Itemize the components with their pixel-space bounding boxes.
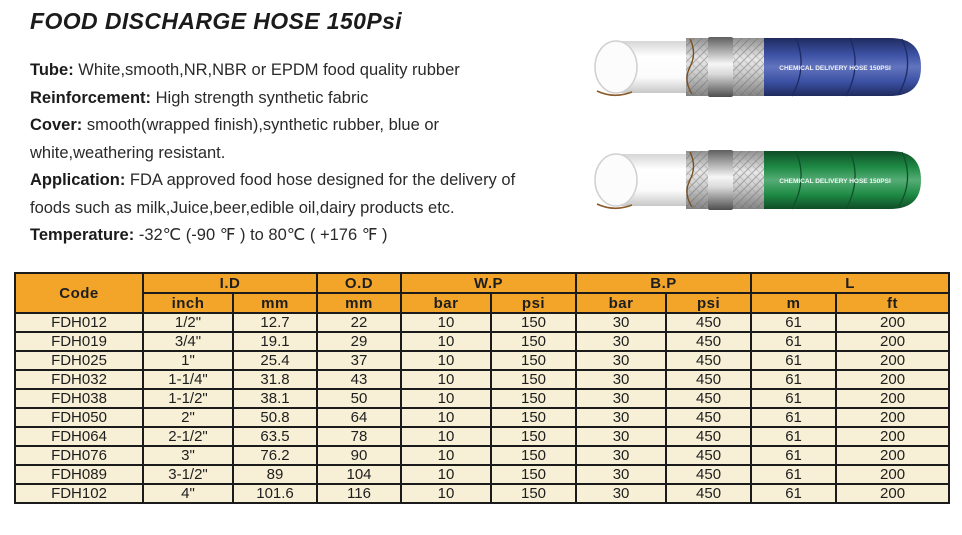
table-cell: 200 [836,484,949,503]
table-row [15,351,949,370]
col-header-wp-bar: bar [401,293,491,313]
hose-tube [595,41,688,95]
table-cell: FDH089 [15,465,143,484]
hose-image-blue [584,36,924,103]
table-cell: 30 [576,313,666,332]
table-cell: 61 [751,465,836,484]
table-cell: 150 [491,332,576,351]
table-row [15,389,949,408]
table-cell: 3" [143,446,233,465]
table-cell: 22 [317,313,401,332]
table-cell: FDH025 [15,351,143,370]
table-cell: 450 [666,351,751,370]
table-cell: 10 [401,370,491,389]
table-cell: 2-1/2" [143,427,233,446]
table-cell: 61 [751,351,836,370]
table-cell: 150 [491,351,576,370]
col-header-bp: B.P [576,273,751,293]
table-cell: 61 [751,313,836,332]
table-cell: 30 [576,389,666,408]
spec-line-cover [30,112,582,140]
table-header [15,273,949,313]
table-cell: 30 [576,484,666,503]
spec-value: white,weathering resistant. [30,143,226,162]
table-cell: 10 [401,484,491,503]
table-cell: 450 [666,484,751,503]
table-cell: 10 [401,313,491,332]
hose-tube [595,154,688,208]
table-cell: 150 [491,427,576,446]
table-cell: 61 [751,370,836,389]
table-row [15,370,949,389]
table-cell: 12.7 [233,313,317,332]
table-row [15,313,949,332]
table-row [15,484,949,503]
table-cell: 61 [751,484,836,503]
table-cell: 3/4" [143,332,233,351]
table-cell: 78 [317,427,401,446]
col-header-bp-psi: psi [666,293,751,313]
spec-label: Application: [30,171,126,189]
table-cell: 150 [491,389,576,408]
spec-line-application [30,167,582,195]
table-cell: 76.2 [233,446,317,465]
spec-value: High strength synthetic fabric [151,88,369,107]
table-cell: FDH076 [15,446,143,465]
table-cell: 116 [317,484,401,503]
table-cell: 450 [666,427,751,446]
table-cell: 200 [836,332,949,351]
table-cell: 61 [751,446,836,465]
table-cell: 200 [836,313,949,332]
hose-metal-band [708,150,733,210]
table-cell: FDH038 [15,389,143,408]
table-cell: 30 [576,465,666,484]
table-cell: 43 [317,370,401,389]
col-header-code: Code [15,273,143,313]
spec-text-block [30,57,582,250]
table-cell: 10 [401,332,491,351]
hose-metal-band [708,37,733,97]
table-cell: 450 [666,446,751,465]
table-cell: 30 [576,370,666,389]
table-cell: 200 [836,446,949,465]
spec-table-body [15,313,949,503]
table-cell: 30 [576,408,666,427]
table-cell: 150 [491,408,576,427]
spec-label: Tube: [30,61,74,79]
col-header-od: O.D [317,273,401,293]
table-cell: 63.5 [233,427,317,446]
hose-cover [764,38,921,96]
table-cell: 38.1 [233,389,317,408]
table-cell: 61 [751,332,836,351]
table-cell: 61 [751,427,836,446]
col-header-wp: W.P [401,273,576,293]
spec-value: FDA approved food hose designed for the delivery of [125,171,516,189]
table-cell: 450 [666,313,751,332]
table-cell: 150 [491,446,576,465]
table-cell: 200 [836,408,949,427]
table-cell: 61 [751,408,836,427]
table-cell: 10 [401,351,491,370]
table-cell: 1-1/2" [143,389,233,408]
col-header-l-ft: ft [836,293,949,313]
table-row [15,465,949,484]
table-cell: 25.4 [233,351,317,370]
table-cell: 37 [317,351,401,370]
table-cell: 19.1 [233,332,317,351]
table-cell: 150 [491,313,576,332]
page-title: FOOD DISCHARGE HOSE 150Psi [30,8,403,34]
hose-blue-illustration [584,36,924,98]
table-cell: 10 [401,408,491,427]
hose-print-label: CHEMICAL DELIVERY HOSE 150PSI [779,178,891,185]
table-cell: FDH064 [15,427,143,446]
col-header-id-inch: inch [143,293,233,313]
table-cell: 2" [143,408,233,427]
spec-label: Reinforcement: [30,88,152,107]
table-cell: 450 [666,408,751,427]
table-cell: 31.8 [233,370,317,389]
table-cell: 30 [576,427,666,446]
spec-line-application-cont [30,195,582,223]
table-cell: 3-1/2" [143,465,233,484]
spec-line-tube [30,57,582,85]
hose-cover [764,151,921,209]
table-header-row-units [15,293,949,313]
col-header-od-mm: mm [317,293,401,313]
table-cell: 150 [491,484,576,503]
table-cell: 1-1/4" [143,370,233,389]
spec-table [14,272,950,504]
table-cell: 200 [836,465,949,484]
col-header-id-mm: mm [233,293,317,313]
table-cell: 4" [143,484,233,503]
table-header-row-groups [15,273,949,293]
table-cell: 29 [317,332,401,351]
table-cell: FDH012 [15,313,143,332]
table-cell: 64 [317,408,401,427]
table-cell: 30 [576,332,666,351]
table-cell: 1/2" [143,313,233,332]
table-cell: 10 [401,389,491,408]
table-cell: 450 [666,370,751,389]
table-cell: 90 [317,446,401,465]
table-cell: 450 [666,332,751,351]
hose-image-green [584,149,924,216]
table-cell: 10 [401,465,491,484]
table-cell: 200 [836,370,949,389]
col-header-l-m: m [751,293,836,313]
table-cell: FDH019 [15,332,143,351]
spec-label: Cover: [30,116,83,134]
table-cell: 450 [666,389,751,408]
table-cell: FDH050 [15,408,143,427]
table-cell: 61 [751,389,836,408]
table-cell: 150 [491,465,576,484]
hose-print-label: CHEMICAL DELIVERY HOSE 150PSI [779,65,891,72]
table-cell: 1" [143,351,233,370]
spec-line-temperature [30,222,582,250]
spec-value: White,smooth,NR,NBR or EPDM food quality rubber [73,61,460,79]
table-row [15,446,949,465]
table-cell: 200 [836,389,949,408]
spec-line-reinforcement [30,85,582,113]
table-cell: 200 [836,427,949,446]
spec-label: Temperature: [30,226,135,244]
table-cell: 101.6 [233,484,317,503]
table-cell: 450 [666,465,751,484]
table-cell: FDH032 [15,370,143,389]
table-cell: 89 [233,465,317,484]
col-header-l: L [751,273,949,293]
table-cell: 104 [317,465,401,484]
col-header-wp-psi: psi [491,293,576,313]
table-row [15,427,949,446]
spec-line-cover-cont [30,140,582,168]
hose-green-illustration [584,149,924,211]
col-header-id: I.D [143,273,317,293]
col-header-bp-bar: bar [576,293,666,313]
table-cell: 10 [401,446,491,465]
table-row [15,332,949,351]
table-cell: 150 [491,370,576,389]
table-cell: 10 [401,427,491,446]
spec-value: foods such as milk,Juice,beer,edible oil,dairy products etc. [30,198,455,217]
table-cell: 200 [836,351,949,370]
table-row [15,408,949,427]
spec-value: smooth(wrapped finish),synthetic rubber, blue or [82,116,440,134]
table-cell: 30 [576,351,666,370]
table-cell: 50.8 [233,408,317,427]
table-cell: FDH102 [15,484,143,503]
table-cell: 30 [576,446,666,465]
table-cell: 50 [317,389,401,408]
spec-value: -32℃ (-90 ℉ ) to 80℃ ( +176 ℉ ) [134,226,388,244]
